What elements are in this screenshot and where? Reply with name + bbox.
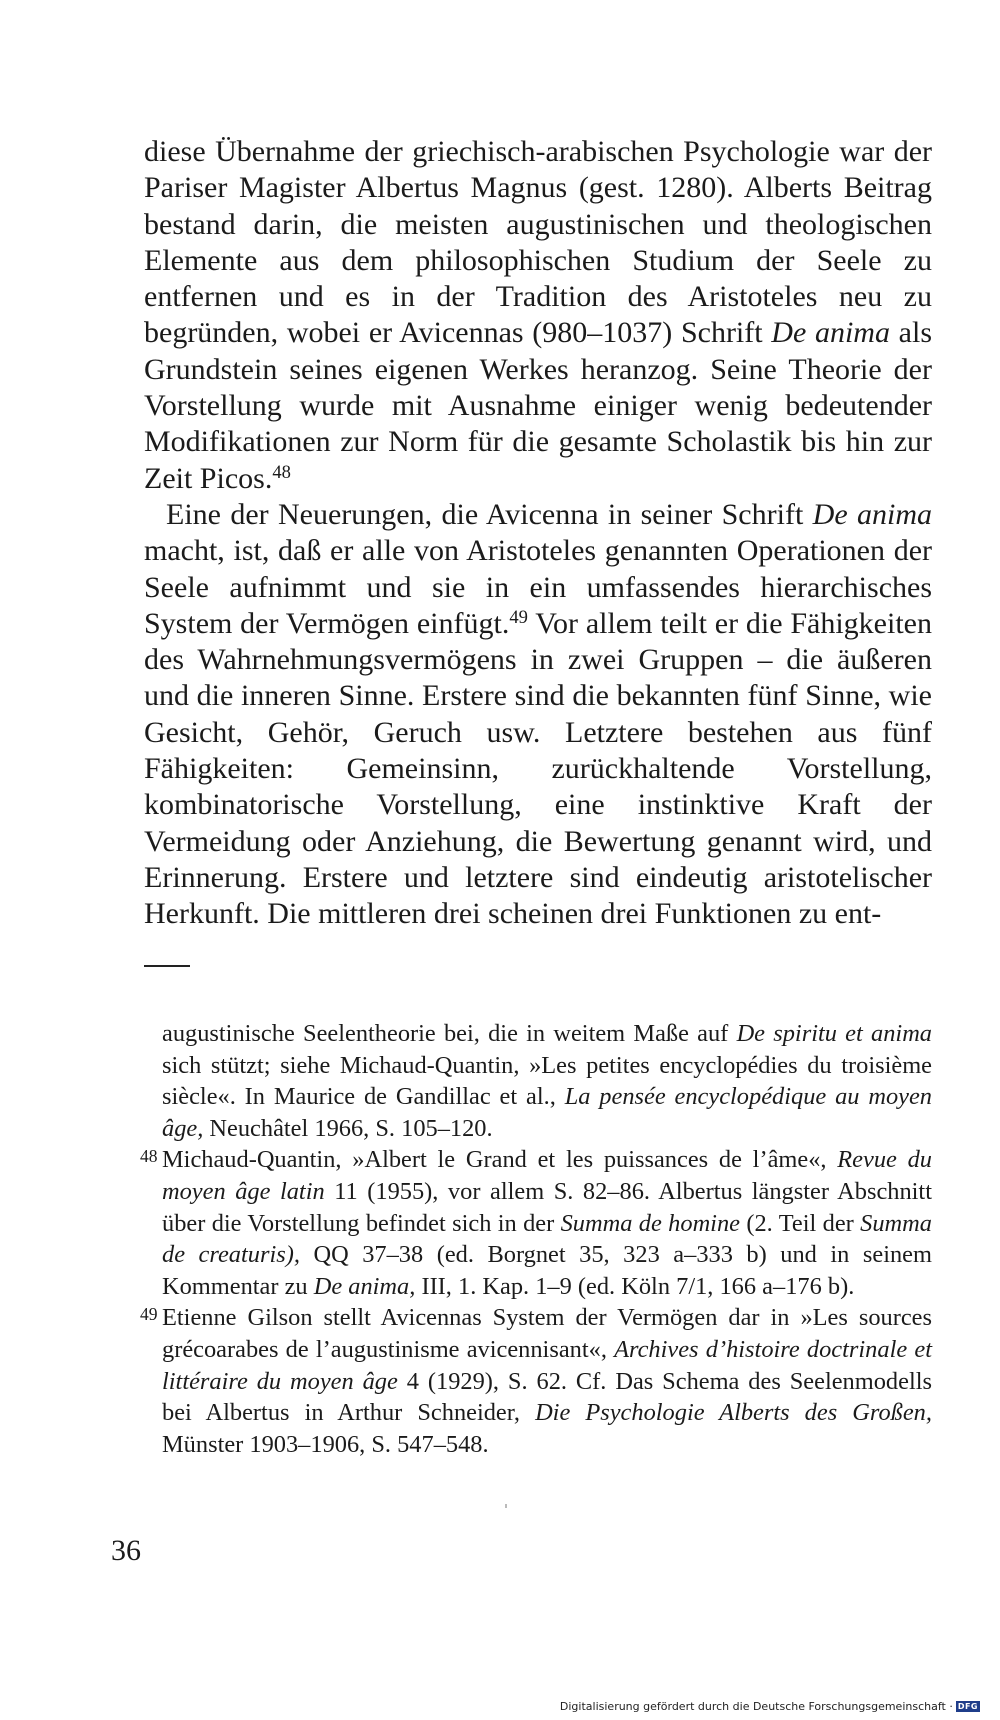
dfg-logo-icon: DFG xyxy=(957,1702,978,1711)
footnote-48: 48 Michaud-Quantin, »Albert le Grand et les puissances de l’âme«, Revue du moyen âge latin 11 (1955), vor allem S. 82–86. Albertus längster Abschnitt über die Vorstellung befindet sich in der Summa de homine (2. Teil der Summa de creaturis), QQ 37–38 (ed. Borgnet 35, 323 a–333 b) und in seinem Kommentar zu De anima, III, 1. Kap. 1–9 (ed. Köln 7/1, 166 a–176 b). xyxy=(140,1146,932,1300)
footnotes xyxy=(140,1018,933,1460)
footnote-ref-48[interactable]: 48 xyxy=(272,461,291,483)
main-text xyxy=(144,134,932,933)
footnote-continuation: augustinische Seelentheorie bei, die in weitem Maße auf De spiritu et anima sich stützt; siehe Michaud-Quantin, »Les petites encyclopédies du troisième siècle«. In Maurice de Gandillac et al., La pensée encyclopédique au moyen âge, Neuchâtel 1966, S. 105–120. xyxy=(162,1020,933,1142)
footnote-number: 48 xyxy=(140,1146,158,1167)
work-title: De anima xyxy=(812,497,933,531)
paragraph-1: diese Übernahme der griechisch-arabischen Psychologie war der Pariser Magister Albertus Magnus (gest. 1280). Alberts Beitrag bestand darin, die meisten augustinischen und theologischen Elemente aus dem philosophischen Studium der Seele zu entfernen und es in der Tradition des Aristoteles neu zu begründen, wobei er Avicennas (980–1037) Schrift De anima als Grundstein seines eigenen Werkes heranzog. Seine Theorie der Vorstellung wurde mit Ausnahme einiger wenig bedeutender Modifikationen zur Norm für die gesamte Scholastik bis hin zur Zeit Picos.$^{48}$ xyxy=(144,135,933,495)
page-number: 36 xyxy=(111,1534,141,1567)
digitization-credit xyxy=(560,1700,980,1713)
scan-speck xyxy=(505,1504,507,1508)
footnote-number: 49 xyxy=(140,1304,158,1325)
credit-text: Digitalisierung gefördert durch die Deutsche Forschungsgemeinschaft · xyxy=(559,1700,953,1713)
footnote-ref-49[interactable]: 49 xyxy=(509,606,528,628)
footnote-separator xyxy=(144,965,190,967)
footnote-49: 49 Etienne Gilson stellt Avicennas System der Vermögen dar in »Les sources grécoarabes de l’augustinisme avicennisant«, Archives d’histoire doctrinale et littéraire du moyen âge 4 (1929), S. 62. Cf. Das Schema des Seelenmodells bei Albertus in Arthur Schneider, Die Psychologie Alberts des Großen, Münster 1903–1906, S. 547–548. xyxy=(140,1304,932,1458)
work-title: De anima xyxy=(771,316,890,350)
paragraph-2: Eine der Neuerungen, die Avicenna in seiner Schrift De anima macht, ist, daß er alle von Aristoteles genannten Operationen der Seele aufnimmt und sie in ein umfassendes hierarchisches System der Vermögen einfügt.$^{49}$ Vor allem teilt er die Fähigkeiten des Wahrnehmungsvermögens in zwei Gruppen – die äußeren und die inneren Sinne. Erstere sind die bekannten fünf Sinne, wie Gesicht, Gehör, Geruch usw. Letztere bestehen aus fünf Fähigkeiten: Gemeinsinn, zurückhaltende Vorstellung, kombinatorische Vorstellung, eine instinktive Kraft der Vermeidung oder Anziehung, die Bewertung genannt wird, und Erinnerung. Erstere und letztere sind eindeutig aristotelischer Herkunft. Die mittleren drei scheinen drei Funktionen zu ent- xyxy=(144,497,933,931)
